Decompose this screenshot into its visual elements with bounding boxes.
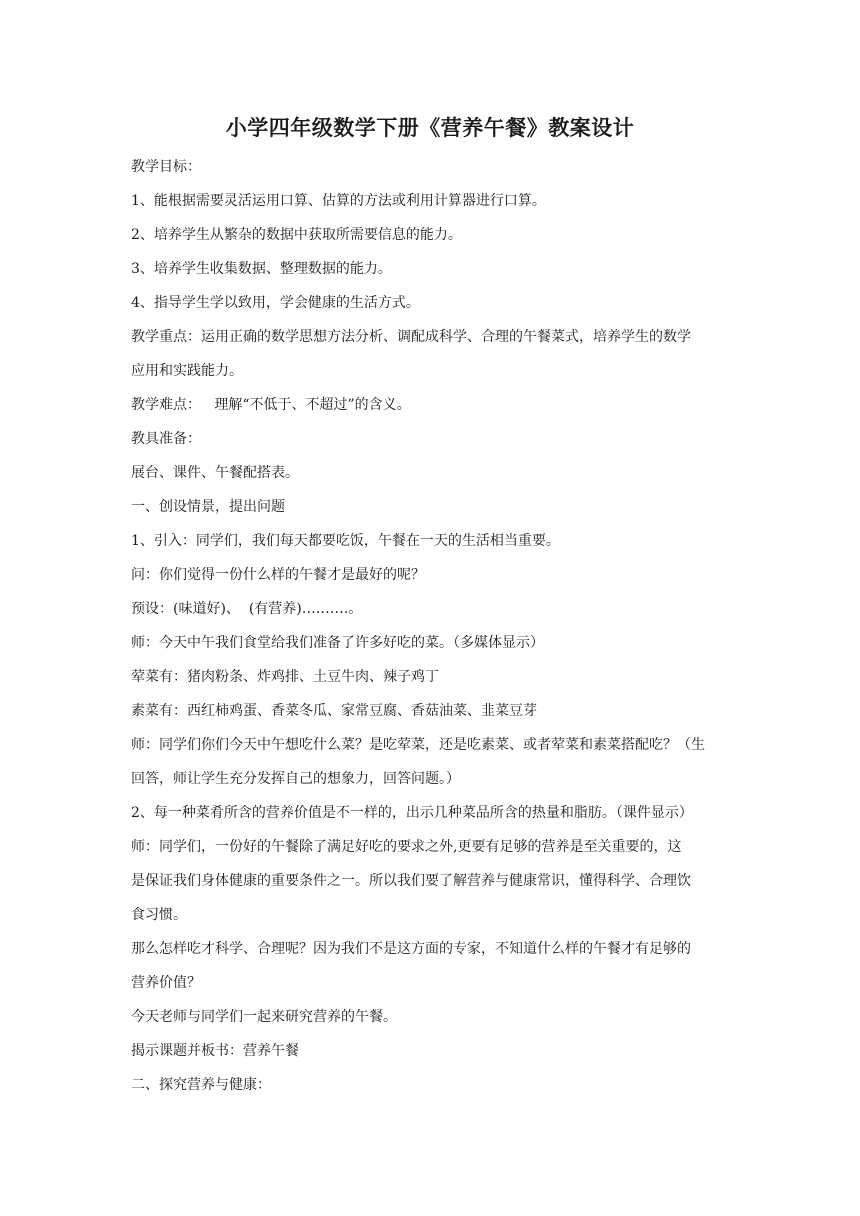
paragraph-teacher-3-line-1: 师：同学们，一份好的午餐除了满足好吃的要求之外,更要有足够的营养是至关重要的，这 xyxy=(131,839,682,855)
document-title: 小学四年级数学下册《营养午餐》教案设计 xyxy=(225,115,635,140)
paragraph-introduction: 1、引入：同学们，我们每天都要吃饭，午餐在一天的生活相当重要。 xyxy=(131,533,560,549)
paragraph-preset: 预设：(味道好)、 (有营养)……….。 xyxy=(131,601,363,617)
paragraph-section-2-heading: 二、探究营养与健康： xyxy=(131,1077,271,1093)
paragraph-question: 问：你们觉得一份什么样的午餐才是最好的呢？ xyxy=(131,567,425,583)
paragraph-goal-2: 2、培养学生从繁杂的数据中获取所需要信息的能力。 xyxy=(131,227,462,243)
paragraph-goal-4: 4、指导学生学以致用，学会健康的生活方式。 xyxy=(131,295,420,311)
paragraph-how-to-eat-line-2: 营养价值？ xyxy=(131,975,201,991)
paragraph-nutrition-value: 2、每一种菜肴所含的营养价值是不一样的，出示几种菜品所含的热量和脂肪。（课件显示） xyxy=(131,805,693,821)
paragraph-key-points-line-1: 教学重点：运用正确的数学思想方法分析、调配成科学、合理的午餐菜式，培养学生的数学 xyxy=(131,329,691,345)
paragraph-teaching-aids-heading: 教具准备： xyxy=(131,431,201,447)
paragraph-section-1-heading: 一、创设情景，提出问题 xyxy=(131,499,285,515)
paragraph-goal-3: 3、培养学生收集数据、整理数据的能力。 xyxy=(131,261,392,277)
paragraph-reveal-topic: 揭示课题并板书：营养午餐 xyxy=(131,1043,299,1059)
document-body xyxy=(131,150,731,1102)
paragraph-teaching-aids: 展台、课件、午餐配搭表。 xyxy=(131,465,299,481)
paragraph-teacher-1: 师：今天中午我们食堂给我们准备了许多好吃的菜。（多媒体显示） xyxy=(131,635,544,651)
paragraph-vegetable-dishes: 素菜有：西红柿鸡蛋、香菜冬瓜、家常豆腐、香菇油菜、韭菜豆芽 xyxy=(131,703,537,719)
paragraph-key-points-line-2: 应用和实践能力。 xyxy=(131,363,243,379)
paragraph-teacher-2-line-2: 回答，师让学生充分发挥自己的想象力，回答问题。） xyxy=(131,771,460,787)
paragraph-teacher-3-line-3: 食习惯。 xyxy=(131,907,187,923)
paragraph-difficult-points: 教学难点： 理解“不低于、不超过”的含义。 xyxy=(131,397,411,413)
paragraph-how-to-eat-line-1: 那么怎样吃才科学、合理呢？因为我们不是这方面的专家，不知道什么样的午餐才有足够的 xyxy=(131,941,691,957)
paragraph-teacher-2-line-1: 师：同学们你们今天中午想吃什么菜？是吃荤菜，还是吃素菜、或者荤菜和素菜搭配吃？（生 xyxy=(131,737,705,753)
paragraph-teacher-3-line-2: 是保证我们身体健康的重要条件之一。所以我们要了解营养与健康常识，懂得科学、合理饮 xyxy=(131,873,691,889)
paragraph-goal-1: 1、能根据需要灵活运用口算、估算的方法或利用计算器进行口算。 xyxy=(131,193,546,209)
paragraph-meat-dishes: 荤菜有：猪肉粉条、炸鸡排、土豆牛肉、辣子鸡丁 xyxy=(131,669,439,685)
paragraph-today-study: 今天老师与同学们一起来研究营养的午餐。 xyxy=(131,1009,397,1025)
paragraph-teaching-goals-heading: 教学目标： xyxy=(131,159,201,175)
